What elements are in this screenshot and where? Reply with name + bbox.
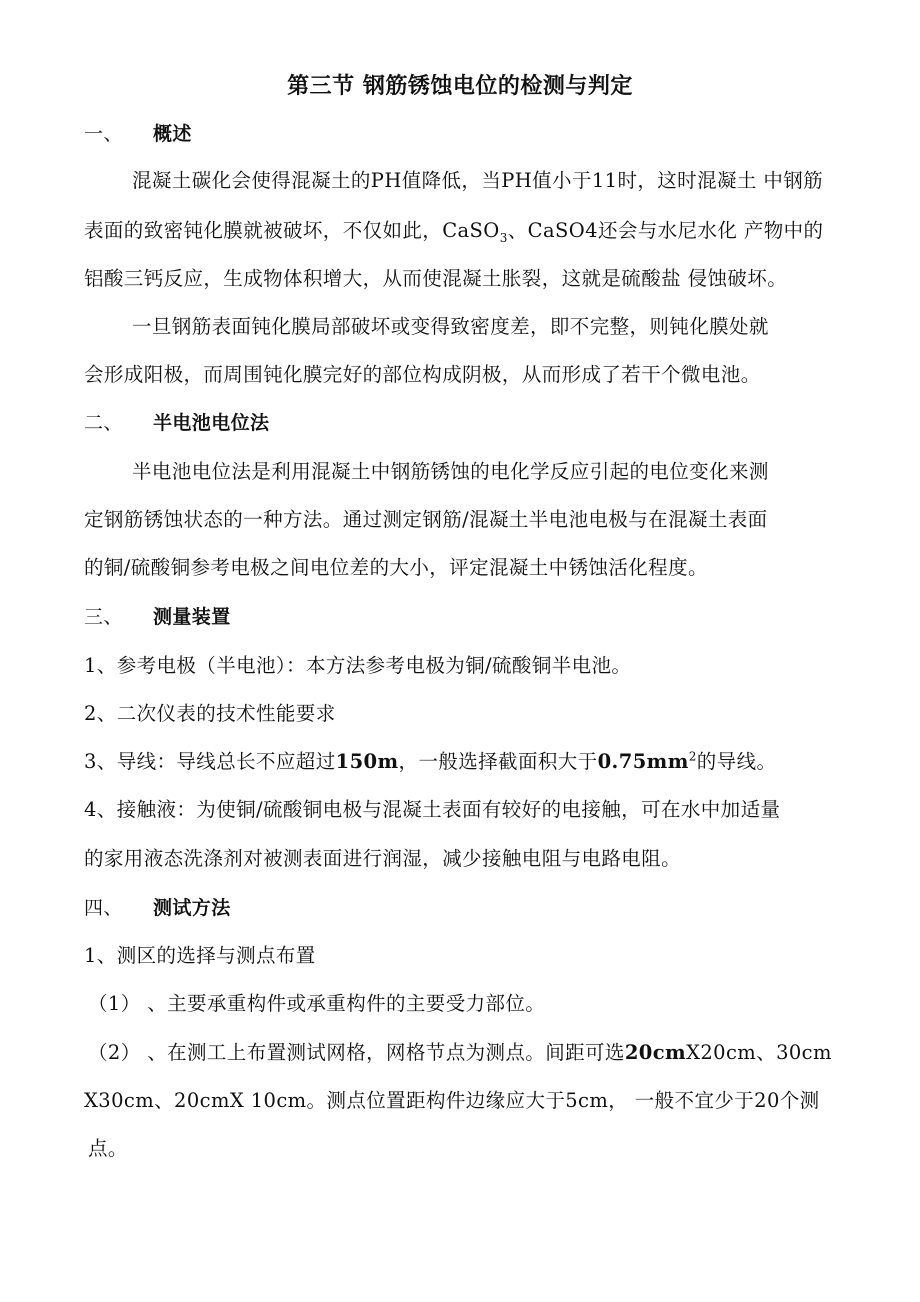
sub-item: （1） 、主要承重构件或承重构件的主要受力部位。 [88, 992, 546, 1015]
list-item: 2、二次仪表的技术性能要求 [84, 702, 336, 725]
sub-item: （2） 、在测工上布置测试网格，网格节点为测点。间距可选20cmX20cm、30cm [88, 1041, 832, 1064]
paragraph-line: 一旦钢筋表面钝化膜局部破坏或变得致密度差，即不完整，则钝化膜处就 [132, 315, 769, 338]
section-heading-3 [84, 604, 231, 630]
paragraph-line: 半电池电位法是利用混凝土中钢筋锈蚀的电化学反应引起的电位变化来测 [132, 460, 769, 483]
paragraph-line: 表面的致密钝化膜就被破坏，不仅如此，CaSO$_3$、CaSO4还会与水尼水化 产物中的 [84, 219, 824, 245]
section-heading-4 [84, 895, 231, 921]
section-title: 半电池电位法 [153, 412, 270, 434]
section-number: 一、 [84, 123, 123, 145]
paragraph-line: 的铜/硫酸铜参考电极之间电位差的大小，评定混凝土中锈蚀活化程度。 [84, 556, 708, 579]
paragraph-line: 混凝土碳化会使得混凝土的PH值降低，当PH值小于11时，这时混凝土 中钢筋 [132, 169, 824, 192]
paragraph-line: 定钢筋锈蚀状态的一种方法。通过测定钢筋/混凝土半电池电极与在混凝土表面 [84, 508, 768, 531]
section-number: 三、 [84, 606, 123, 628]
section-title: 测试方法 [153, 897, 231, 919]
list-item: 4、接触液：为使铜/硫酸铜电极与混凝土表面有较好的电接触，可在水中加适量 [84, 798, 781, 821]
section-number: 四、 [84, 897, 123, 919]
paragraph-line: 会形成阳极，而周围钝化膜完好的部位构成阴极，从而形成了若干个微电池。 [84, 363, 761, 386]
section-heading-2 [84, 410, 269, 436]
section-title: 测量装置 [153, 606, 231, 628]
section-heading-1 [84, 121, 192, 147]
sub-item-continued: X30cm、20cmX 10cm。测点位置距构件边缘应大于5cm， 一般不宜少于20个测 [84, 1089, 820, 1112]
list-item: 1、测区的选择与测点布置 [84, 944, 316, 967]
page-title: 第三节 钢筋锈蚀电位的检测与判定 [287, 74, 633, 99]
section-title: 概述 [153, 123, 192, 145]
list-item-continued: 的家用液态洗涤剂对被测表面进行润湿，减少接触电阻与电路电阻。 [84, 847, 682, 870]
list-item: 1、参考电极（半电池）：本方法参考电极为铜/硫酸铜半电池。 [84, 654, 632, 677]
section-number: 二、 [84, 412, 123, 434]
sub-item-continued: 点。 [88, 1137, 128, 1160]
paragraph-line: 铝酸三钙反应，生成物体积增大，从而使混凝土胀裂，这就是硫酸盐 侵蚀破坏。 [84, 267, 788, 290]
list-item: 3、导线：导线总长不应超过150m，一般选择截面积大于$0.75mm^2$的导线。 [84, 749, 777, 773]
